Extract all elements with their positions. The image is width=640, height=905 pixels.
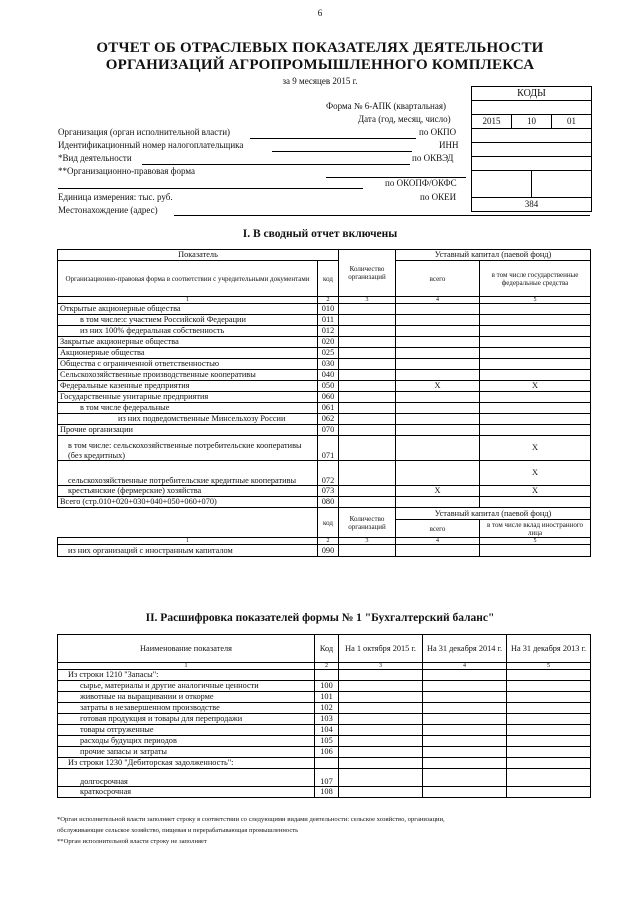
cell-total[interactable]: X [396, 486, 480, 497]
row-name: готовая продукция и товары для перепродажи [58, 714, 315, 725]
table-row [58, 497, 591, 508]
row-code: 108 [315, 787, 339, 798]
row-name: Общества с ограниченной ответственностью [58, 359, 318, 370]
section1-table [57, 249, 591, 557]
cell-count[interactable] [339, 414, 396, 425]
s1-num-2: 2 [318, 297, 339, 304]
row-code: 030 [318, 359, 339, 370]
cell-state[interactable]: X [480, 381, 591, 392]
s1-sub-blank [58, 508, 318, 538]
okved-row [472, 157, 591, 171]
row-code: 012 [318, 326, 339, 337]
cell-c3[interactable] [339, 692, 423, 703]
table-row [58, 370, 591, 381]
form-name: Форма № 6-АПК (квартальная) [326, 101, 446, 111]
row-name: долгосрочная [58, 769, 315, 787]
okopf-cell[interactable] [472, 171, 532, 197]
cell-c4[interactable] [423, 769, 507, 787]
cell-c3[interactable] [339, 670, 423, 681]
row-name: прочие запасы и затраты [58, 747, 315, 758]
cell-total[interactable] [396, 370, 480, 381]
s1-sub-col-numbers [58, 538, 591, 545]
cell-count[interactable] [339, 348, 396, 359]
page-number: 6 [317, 8, 323, 18]
cell-total[interactable] [396, 403, 480, 414]
date-month[interactable]: 10 [512, 115, 552, 128]
date-year[interactable]: 2015 [472, 115, 512, 128]
okved-label: по ОКВЭД [412, 153, 454, 163]
s1-sub-code: код [318, 508, 339, 538]
codes-header: КОДЫ [472, 87, 591, 101]
s2-num-3: 3 [339, 663, 423, 670]
cell-c4[interactable] [423, 714, 507, 725]
cell-c4[interactable] [423, 747, 507, 758]
cell-c4[interactable] [423, 681, 507, 692]
s1-sub-num-2: 2 [318, 538, 339, 545]
row-name: Государственные унитарные предприятия [58, 392, 318, 403]
cell-state[interactable] [480, 497, 591, 508]
cell-state[interactable] [480, 304, 591, 315]
s1-h-count: Количество организаций [339, 250, 396, 297]
cell-count[interactable] [339, 359, 396, 370]
unit-label: Единица измерения: тыс. руб. [58, 192, 173, 202]
s1-h-capital: Уставный капитал (паевой фонд) [396, 250, 591, 261]
cell-total[interactable] [396, 337, 480, 348]
cell-c5[interactable] [507, 725, 591, 736]
cell-state[interactable] [480, 403, 591, 414]
cell-count[interactable] [339, 461, 396, 486]
okei-row [472, 198, 591, 211]
table-row [58, 692, 591, 703]
org-label: Организация (орган исполнительной власти) [58, 127, 231, 137]
row-code: 105 [315, 736, 339, 747]
okopf-row [472, 171, 591, 198]
s1-num-3: 3 [339, 297, 396, 304]
s1-sub-header-top [58, 508, 591, 520]
footnote-1: *Орган исполнительной власти заполняет строку в соответствии со следующими видами деятельности: сельское хозяйство, организации, [57, 816, 445, 823]
table-row [58, 359, 591, 370]
cell-c3[interactable] [339, 758, 423, 769]
row-name: Из строки 1210 "Запасы": [58, 670, 315, 681]
cell-c5[interactable] [507, 714, 591, 725]
cell-c5[interactable] [507, 787, 591, 798]
cell-state[interactable] [480, 337, 591, 348]
row-code: 070 [318, 425, 339, 436]
cell-c3[interactable] [339, 769, 423, 787]
footnote-1b: обслуживающие сельское хозяйство, пищевая и перерабатывающая промышленность [57, 827, 299, 834]
cell-count[interactable] [339, 545, 396, 557]
s2-h-c3: На 1 октября 2015 г. [339, 635, 423, 663]
table-row [58, 461, 591, 486]
row-name: крестьянские (фермерские) хозяйства [58, 486, 318, 497]
s2-h-c4: На 31 декабря 2014 г. [423, 635, 507, 663]
row-code: 107 [315, 769, 339, 787]
cell-count[interactable] [339, 425, 396, 436]
okei-cell[interactable]: 384 [524, 199, 539, 209]
inn-row [472, 143, 591, 157]
cell-state[interactable] [480, 348, 591, 359]
cell-c3[interactable] [339, 714, 423, 725]
table-row [58, 670, 591, 681]
cell-c5[interactable] [507, 758, 591, 769]
legal-form-field-b[interactable] [58, 188, 363, 189]
cell-state[interactable] [480, 425, 591, 436]
date-day[interactable]: 01 [567, 116, 576, 126]
cell-state[interactable] [480, 392, 591, 403]
okopf-label: по ОКОПФ/ОКФС [385, 178, 457, 188]
cell-c4[interactable] [423, 758, 507, 769]
s1-h-code: код [318, 261, 339, 297]
row-code: 100 [315, 681, 339, 692]
table-row [58, 348, 591, 359]
table-row [58, 681, 591, 692]
inn-label: Идентификационный номер налогоплательщика [58, 140, 244, 150]
table-row [58, 714, 591, 725]
activity-field[interactable] [142, 164, 410, 165]
table-row [58, 392, 591, 403]
cell-count[interactable] [339, 381, 396, 392]
s1-sub-foreign: в том числе вклад иностранного лица [480, 520, 591, 538]
s1-sub-num-5: 5 [480, 538, 591, 545]
s1-h-state: в том числе государственные федеральные средства [480, 261, 591, 297]
row-name: в том числе федеральные [58, 403, 318, 414]
cell-c5[interactable] [507, 681, 591, 692]
cell-state[interactable]: X [480, 486, 591, 497]
s2-num-4: 4 [423, 663, 507, 670]
table-row [58, 414, 591, 425]
cell-c4[interactable] [423, 670, 507, 681]
cell-c5[interactable] [507, 769, 591, 787]
table-row [58, 787, 591, 798]
cell-count[interactable] [339, 370, 396, 381]
cell-count[interactable] [339, 497, 396, 508]
row-name: сырье, материалы и другие аналогичные ценности [58, 681, 315, 692]
row-code: 025 [318, 348, 339, 359]
inn-cell[interactable] [472, 143, 591, 156]
s1-sub-num-3: 3 [339, 538, 396, 545]
table-row [58, 758, 591, 769]
table-row [58, 315, 591, 326]
cell-c3[interactable] [339, 725, 423, 736]
row-name: затраты в незавершенном производстве [58, 703, 315, 714]
okfs-cell[interactable] [532, 171, 591, 197]
row-code: 061 [318, 403, 339, 414]
row-name: Открытые акционерные общества [58, 304, 318, 315]
s1-sub-num-4: 4 [396, 538, 480, 545]
okpo-label: по ОКПО [419, 127, 457, 137]
table-row [58, 304, 591, 315]
okpo-row [472, 129, 591, 143]
row-name: краткосрочная [58, 787, 315, 798]
cell-total[interactable] [396, 392, 480, 403]
row-code: 102 [315, 703, 339, 714]
table-row [58, 436, 591, 461]
report-title-line2: ОРГАНИЗАЦИЙ АГРОПРОМЫШЛЕННОГО КОМПЛЕКСА [105, 57, 535, 73]
row-name: в том числе:с участием Российской Федерации [58, 315, 318, 326]
table-row [58, 725, 591, 736]
cell-count[interactable] [339, 436, 396, 461]
row-name: из них подведомственные Минсельхозу России [58, 414, 318, 425]
section1-title: I. В сводный отчет включены [242, 228, 398, 240]
cell-state[interactable] [480, 370, 591, 381]
cell-count[interactable] [339, 326, 396, 337]
cell-count[interactable] [339, 392, 396, 403]
cell-c4[interactable] [423, 736, 507, 747]
inn-field[interactable] [272, 151, 412, 152]
cell-total[interactable] [396, 461, 480, 486]
row-code: 010 [318, 304, 339, 315]
cell-c3[interactable] [339, 787, 423, 798]
row-name: сельскохозяйственные потребительские кредитные кооперативы [58, 461, 318, 486]
cell-count[interactable] [339, 486, 396, 497]
cell-c5[interactable] [507, 736, 591, 747]
table-row [58, 545, 591, 557]
cell-c3[interactable] [339, 681, 423, 692]
row-name: Закрытые акционерные общества [58, 337, 318, 348]
cell-total[interactable] [396, 436, 480, 461]
row-code: 103 [315, 714, 339, 725]
cell-count[interactable] [339, 403, 396, 414]
table-row [58, 703, 591, 714]
row-code: 072 [318, 461, 339, 486]
s1-sub-num-1: 1 [58, 538, 318, 545]
section2-title: II. Расшифровка показателей формы № 1 "Бухгалтерский баланс" [145, 612, 495, 624]
cell-total[interactable] [396, 304, 480, 315]
okved-cell[interactable] [472, 157, 591, 170]
cell-c4[interactable] [423, 692, 507, 703]
table-row [58, 486, 591, 497]
cell-c5[interactable] [507, 692, 591, 703]
cell-foreign[interactable] [480, 545, 591, 557]
row-name: Из строки 1230 "Дебиторская задолженность": [58, 758, 315, 769]
date-label: Дата (год, месяц, число) [358, 114, 451, 124]
table-row [58, 769, 591, 787]
cell-total[interactable] [396, 326, 480, 337]
row-code: 050 [318, 381, 339, 392]
row-code: 062 [318, 414, 339, 425]
s1-header-bottom [58, 261, 591, 297]
row-name: Прочие организации [58, 425, 318, 436]
row-name: из них организаций с иностранным капиталом [58, 545, 318, 557]
table-row [58, 425, 591, 436]
cell-state[interactable] [480, 326, 591, 337]
s1-num-5: 5 [480, 297, 591, 304]
row-name: Сельскохозяйственные производственные кооперативы [58, 370, 318, 381]
table-row [58, 403, 591, 414]
form-code-cell[interactable] [472, 101, 591, 114]
s1-sub-capital: Уставный капитал (паевой фонд) [396, 508, 591, 520]
footnotes [57, 814, 597, 847]
s2-num-1: 1 [58, 663, 315, 670]
row-name: из них 100% федеральная собственность [58, 326, 318, 337]
s1-col-numbers [58, 297, 591, 304]
s1-h-form: Организационно-правовая форма в соответствии с учредительными документами [58, 261, 318, 297]
s2-h-code: Код [315, 635, 339, 663]
cell-c4[interactable] [423, 703, 507, 714]
row-name: Акционерные общества [58, 348, 318, 359]
date-row [472, 115, 591, 129]
cell-count[interactable] [339, 315, 396, 326]
row-code [315, 670, 339, 681]
cell-count[interactable] [339, 337, 396, 348]
s2-header [58, 635, 591, 663]
row-code: 071 [318, 436, 339, 461]
cell-total[interactable] [396, 425, 480, 436]
cell-state[interactable]: X [480, 461, 591, 486]
cell-c4[interactable] [423, 725, 507, 736]
s1-h-total: всего [396, 261, 480, 297]
row-name: Всего (стр.010+020+030+040+050+060+070) [58, 497, 318, 508]
cell-total[interactable] [396, 315, 480, 326]
legal-form-label: **Организационно-правовая форма [58, 166, 195, 176]
org-field[interactable] [250, 138, 416, 139]
okei-label: по ОКЕИ [420, 192, 457, 202]
cell-state[interactable] [480, 315, 591, 326]
row-name: расходы будущих периодов [58, 736, 315, 747]
row-name: Федеральные казенные предприятия [58, 381, 318, 392]
row-code: 104 [315, 725, 339, 736]
row-code: 106 [315, 747, 339, 758]
cell-state[interactable] [480, 359, 591, 370]
s1-sub-total: всего [396, 520, 480, 538]
report-period: за 9 месяцев 2015 г. [282, 76, 358, 86]
table-row [58, 381, 591, 392]
codes-box [471, 86, 592, 212]
report-title: ОТЧЕТ ОБ ОТРАСЛЕВЫХ ПОКАЗАТЕЛЯХ ДЕЯТЕЛЬНОСТИ [96, 40, 544, 56]
section2-table [57, 634, 591, 798]
s1-num-4: 4 [396, 297, 480, 304]
activity-label: *Вид деятельности [58, 153, 132, 163]
table-row [58, 747, 591, 758]
row-code: 011 [318, 315, 339, 326]
row-code: 101 [315, 692, 339, 703]
cell-state[interactable] [480, 414, 591, 425]
row-code: 090 [318, 545, 339, 557]
cell-total[interactable] [396, 497, 480, 508]
row-name: товары отгруженные [58, 725, 315, 736]
row-name: в том числе: сельскохозяйственные потребительские кооперативы (без кредитных) [58, 436, 318, 461]
table-row [58, 337, 591, 348]
cell-state[interactable]: X [480, 436, 591, 461]
cell-c3[interactable] [339, 736, 423, 747]
cell-count[interactable] [339, 304, 396, 315]
row-code: 060 [318, 392, 339, 403]
table-row [58, 736, 591, 747]
row-name: животные на выращивании и откорме [58, 692, 315, 703]
s2-num-2: 2 [315, 663, 339, 670]
location-field[interactable] [174, 215, 590, 216]
footnote-2: **Орган исполнительной власти строку не заполняет [57, 838, 207, 845]
okpo-cell[interactable] [472, 129, 591, 142]
row-code: 020 [318, 337, 339, 348]
cell-total[interactable] [396, 414, 480, 425]
s1-header-top [58, 250, 591, 261]
row-code: 040 [318, 370, 339, 381]
s1-sub-count: Количество организаций [339, 508, 396, 538]
cell-total[interactable] [396, 348, 480, 359]
cell-total[interactable] [396, 545, 480, 557]
table-row [58, 326, 591, 337]
cell-total[interactable]: X [396, 381, 480, 392]
s2-num-5: 5 [507, 663, 591, 670]
s2-h-name: Наименование показателя [58, 635, 315, 663]
row-code: 073 [318, 486, 339, 497]
inn-code-label: ИНН [439, 140, 459, 150]
row-code: 080 [318, 497, 339, 508]
s2-col-numbers [58, 663, 591, 670]
s1-num-1: 1 [58, 297, 318, 304]
cell-c5[interactable] [507, 747, 591, 758]
cell-c3[interactable] [339, 747, 423, 758]
cell-c5[interactable] [507, 670, 591, 681]
cell-c4[interactable] [423, 787, 507, 798]
s2-h-c5: На 31 декабря 2013 г. [507, 635, 591, 663]
cell-total[interactable] [396, 359, 480, 370]
s1-h-indicator: Показатель [58, 250, 339, 261]
row-code [315, 758, 339, 769]
form-code-row [472, 101, 591, 115]
location-label: Местонахождение (адрес) [58, 205, 158, 215]
cell-c3[interactable] [339, 703, 423, 714]
cell-c5[interactable] [507, 703, 591, 714]
